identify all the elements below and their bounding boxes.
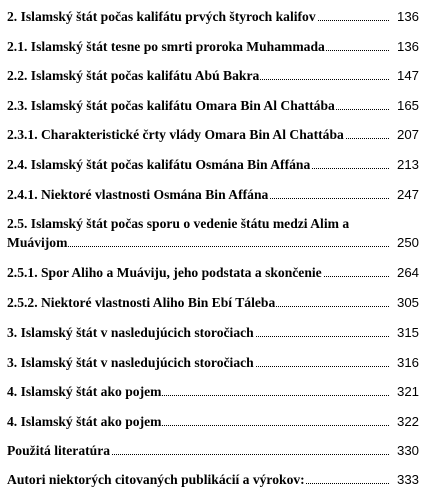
toc-entry[interactable] <box>7 126 419 143</box>
toc-entry-page: 321 <box>394 383 419 400</box>
toc-entry-page: 213 <box>394 156 419 173</box>
toc-entry-title: 2.4.1. Niektoré vlastnosti Osmána Bin Affána <box>7 187 269 202</box>
toc-entry[interactable] <box>7 383 419 400</box>
toc-entry-page: 330 <box>394 442 419 459</box>
toc-entry[interactable] <box>7 67 419 84</box>
toc-entry-title: 2.3. Islamský štát počas kalifátu Omara Bin Al Chattába <box>7 98 335 113</box>
toc-entry-page: 136 <box>394 8 419 25</box>
toc-entry[interactable] <box>7 354 419 371</box>
toc-entry-page: 315 <box>394 324 419 341</box>
toc-entry-title: 3. Islamský štát v nasledujúcich storočiach <box>7 325 254 340</box>
toc-entry-title: 2. Islamský štát počas kalifátu prvých štyroch kalifov <box>7 9 316 24</box>
toc-entry-page: 136 <box>394 38 419 55</box>
toc-entry[interactable] <box>7 8 419 25</box>
toc-entry[interactable] <box>7 413 419 430</box>
toc-entry-page: 322 <box>394 413 419 430</box>
toc-entry-title-continued: Muávijom <box>7 235 68 250</box>
toc-entry-title: 4. Islamský štát ako pojem <box>7 414 162 429</box>
toc-entry-title: 4. Islamský štát ako pojem <box>7 384 162 399</box>
toc-entry-page: 264 <box>394 264 419 281</box>
toc-entry[interactable] <box>7 324 419 341</box>
toc-entry-title: 2.1. Islamský štát tesne po smrti proroka Muhammada <box>7 39 325 54</box>
toc-entry-title: 2.5.1. Spor Aliho a Muáviju, jeho podstata a skončenie <box>7 265 322 280</box>
toc-entry-title: Použitá literatúra <box>7 443 111 458</box>
toc-entry-title: Autori niektorých citovaných publikácií a výrokov: <box>7 472 305 487</box>
toc-entry[interactable] <box>7 38 419 55</box>
toc-entry-title: 3. Islamský štát v nasledujúcich storočiach <box>7 355 254 370</box>
toc-entry[interactable] <box>7 264 419 281</box>
toc-entry-title: 2.5.2. Niektoré vlastnosti Aliho Bin Ebí Táleba <box>7 295 276 310</box>
toc-entry[interactable] <box>7 186 419 203</box>
toc-entry-page: 250 <box>394 234 419 251</box>
toc-entry-page: 305 <box>394 294 419 311</box>
toc-entry-title: 2.3.1. Charakteristické črty vlády Omara Bin Al Chattába <box>7 127 344 142</box>
toc-entry-page: 333 <box>394 471 419 488</box>
toc-entry[interactable] <box>7 97 419 114</box>
toc-entry[interactable] <box>7 294 419 311</box>
toc-entry-page: 165 <box>394 97 419 114</box>
toc-entry-title: 2.2. Islamský štát počas kalifátu Abú Bakra <box>7 68 260 83</box>
toc-entry[interactable] <box>7 442 419 459</box>
toc-entry-title: 2.5. Islamský štát počas sporu o vedenie štátu medzi Alim a <box>7 216 350 231</box>
toc-entry-page: 316 <box>394 354 419 371</box>
toc-entry-page: 207 <box>394 126 419 143</box>
toc-entry[interactable] <box>7 471 419 488</box>
toc-entry-title: 2.4. Islamský štát počas kalifátu Osmána Bin Affána <box>7 157 311 172</box>
toc-entry-page: 247 <box>394 186 419 203</box>
toc-entry-line <box>7 215 419 232</box>
toc-entry-page: 147 <box>394 67 419 84</box>
toc-entry[interactable] <box>7 156 419 173</box>
toc-entry-line <box>7 234 419 251</box>
toc-entry-multiline[interactable] <box>7 215 419 251</box>
